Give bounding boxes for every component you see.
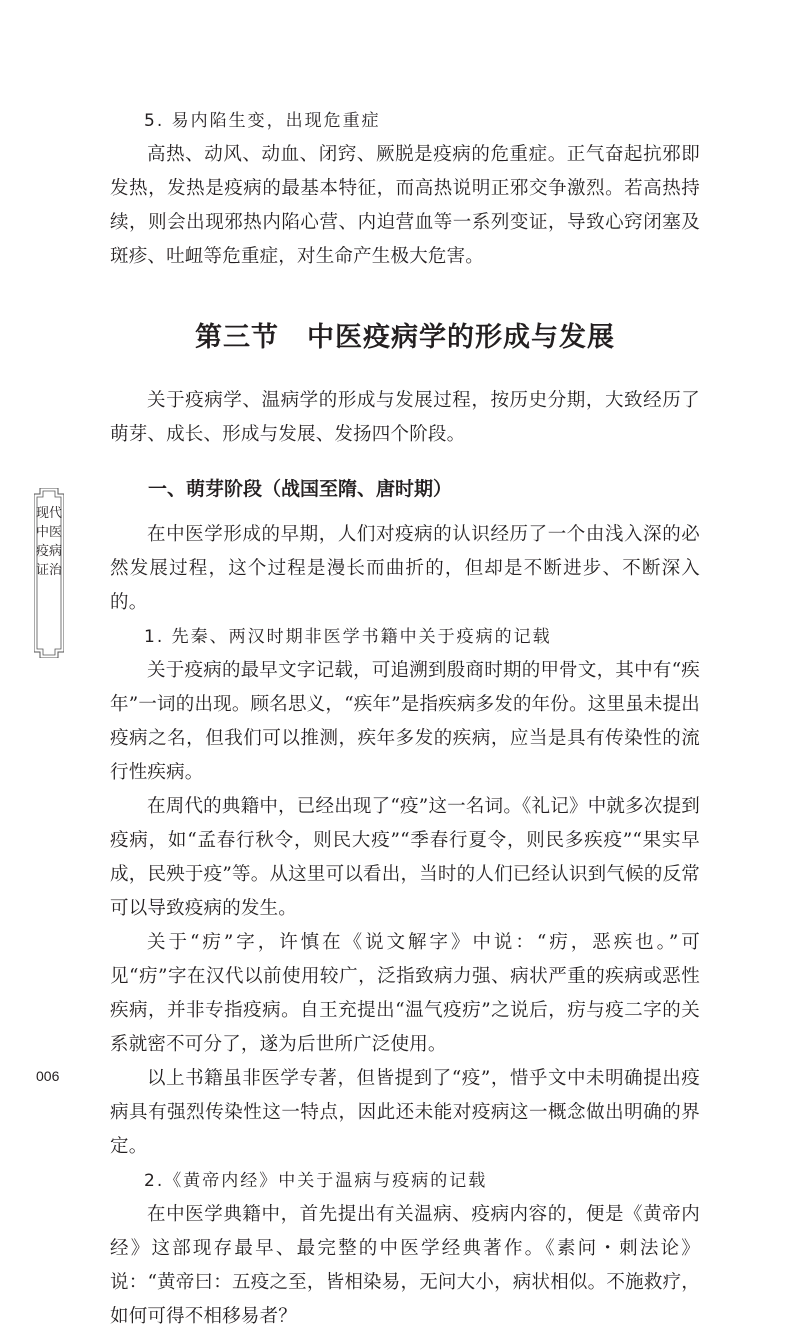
paragraph-non-medical-books: 以上书籍虽非医学专著，但皆提到了“疫”，惜乎文中未明确提出疫病具有强烈传染性这一特点，因此还未能对疫病这一概念做出明确的界定。 bbox=[110, 1068, 700, 1157]
subheading-1: 1. 先秦、两汉时期非医学书籍中关于疫病的记载 bbox=[144, 627, 552, 647]
page-content bbox=[110, 104, 700, 1334]
paragraph-liji: 在周代的典籍中，已经出现了“疫”这一名词。《礼记》中就多次提到疫病，如“孟春行秋令，则民大疫”“季春行夏令，则民多疾疫”“果实早成，民殃于疫”等。从这里可以看出，当时的人们已经认识到气候的反常可以导致疫病的发生。 bbox=[110, 796, 700, 919]
heading-budding-stage: 一、萌芽阶段（战国至隋、唐时期） bbox=[148, 478, 453, 500]
paragraph-li-character: 关于“疠”字，许慎在《说文解字》中说：“疠，恶疾也。”可见“疠”字在汉代以前使用较广，泛指致病力强、病状严重的疾病或恶性疾病，并非专指疫病。自王充提出“温气疫疠”之说后，疠与疫二字的关系就密不可分了，遂为后世所广泛使用。 bbox=[110, 932, 700, 1055]
paragraph-oracle-bones: 关于疫病的最早文字记载，可追溯到殷商时期的甲骨文，其中有“疾年”一词的出现。顾名思义，“疾年”是指疾病多发的年份。这里虽未提出疫病之名，但我们可以推测，疾年多发的疾病，应当是具有传染性的流行性疾病。 bbox=[110, 660, 700, 783]
paragraph-critical-symptoms: 高热、动风、动血、闭窍、厥脱是疫病的危重症。正气奋起抗邪即发热，发热是疫病的最基本特征，而高热说明正邪交争激烈。若高热持续，则会出现邪热内陷心营、内迫营血等一系列变证，导致心窍闭塞及斑疹、吐衄等危重症，对生命产生极大危害。 bbox=[110, 144, 700, 267]
section-title: 第三节 中医疫病学的形成与发展 bbox=[195, 322, 615, 353]
paragraph-stages-intro: 关于疫病学、温病学的形成与发展过程，按历史分期，大致经历了萌芽、成长、形成与发展、发扬四个阶段。 bbox=[110, 390, 700, 445]
side-tab bbox=[34, 488, 64, 658]
paragraph-huangdi-neijing: 在中医学典籍中，首先提出有关温病、疫病内容的，便是《黄帝内经》这部现存最早、最完整的中医学经典著作。《素问・刺法论》说：“黄帝曰：五疫之至，皆相染易，无问大小，病状相似。不施救疗，如何可得不相移易者？ bbox=[110, 1204, 700, 1327]
paragraph-early-understanding: 在中医学形成的早期，人们对疫病的认识经历了一个由浅入深的必然发展过程，这个过程是漫长而曲折的，但却是不断进步、不断深入的。 bbox=[110, 524, 700, 613]
subheading-5: 5. 易内陷生变，出现危重症 bbox=[144, 111, 381, 131]
subheading-2: 2.《黄帝内经》中关于温病与疫病的记载 bbox=[144, 1171, 488, 1191]
page-number: 006 bbox=[36, 1068, 60, 1084]
side-tab-label: 现代中医疫病证治 bbox=[35, 506, 62, 578]
